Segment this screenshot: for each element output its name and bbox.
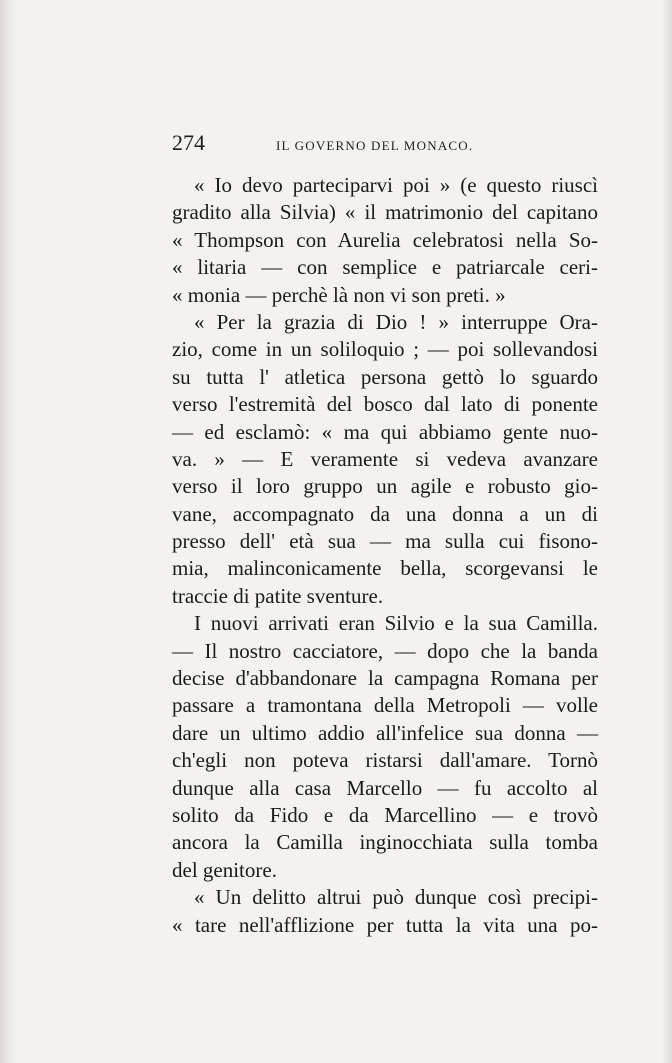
page-header — [172, 130, 598, 160]
running-title: IL GOVERNO DEL MONACO. — [276, 138, 474, 153]
text-line: « Thompson con Aurelia celebratosi nella So- — [172, 227, 598, 252]
body-text — [172, 172, 598, 939]
text-line: ancora la Camilla inginocchiata sulla tomba — [172, 830, 598, 855]
text-line: « monia — perchè là non vi son preti. » — [172, 282, 506, 307]
text-line: vane, accompagnato da una donna a un di — [172, 501, 598, 526]
text-line: solito da Fido e da Marcellino — e trovò — [172, 802, 598, 827]
text-line: ch'egli non poteva ristarsi dall'amare. Tornò — [172, 748, 598, 773]
text-line: decise d'abbandonare la campagna Romana per — [172, 666, 598, 691]
text-line: dare un ultimo addio all'infelice sua donna — — [172, 720, 598, 745]
text-line: va. » — E veramente si vedeva avanzare — [172, 446, 598, 471]
text-line: verso il loro gruppo un agile e robusto gio- — [172, 474, 598, 499]
text-line: su tutta l' atletica persona gettò lo sguardo — [172, 364, 598, 389]
text-line: « tare nell'afflizione per tutta la vita una po- — [172, 912, 598, 937]
text-line: « Io devo parteciparvi poi » (e questo riuscì — [194, 173, 598, 197]
text-line: dunque alla casa Marcello — fu accolto al — [172, 775, 598, 800]
text-line: — ed esclamò: « ma qui abbiamo gente nuo- — [172, 419, 598, 444]
text-line: passare a tramontana della Metropoli — volle — [172, 693, 598, 718]
text-line: verso l'estremità del bosco dal lato di ponente — [172, 392, 598, 417]
text-line: del genitore. — [172, 857, 277, 882]
text-line: « litaria — con semplice e patriarcale ceri- — [172, 255, 598, 280]
text-line: — Il nostro cacciatore, — dopo che la banda — [172, 638, 598, 663]
page-gutter-shadow — [0, 0, 16, 1063]
page-edge-shadow — [662, 0, 672, 1063]
text-line: « Un delitto altrui può dunque così precipi- — [194, 885, 598, 910]
page-number: 274 — [172, 130, 205, 155]
text-line: zio, come in un soliloquio ; — poi sollevandosi — [172, 337, 598, 362]
text-line: gradito alla Silvia) « il matrimonio del capitano — [172, 200, 598, 225]
text-line: « Per la grazia di Dio ! » interruppe Ora- — [194, 309, 598, 334]
text-line: I nuovi arrivati eran Silvio e la sua Camilla. — [194, 611, 598, 636]
text-line: mia, malinconicamente bella, scorgevansi le — [172, 556, 598, 581]
text-line: presso dell' età sua — ma sulla cui fisono- — [172, 529, 598, 554]
text-line: traccie di patite sventure. — [172, 583, 384, 608]
